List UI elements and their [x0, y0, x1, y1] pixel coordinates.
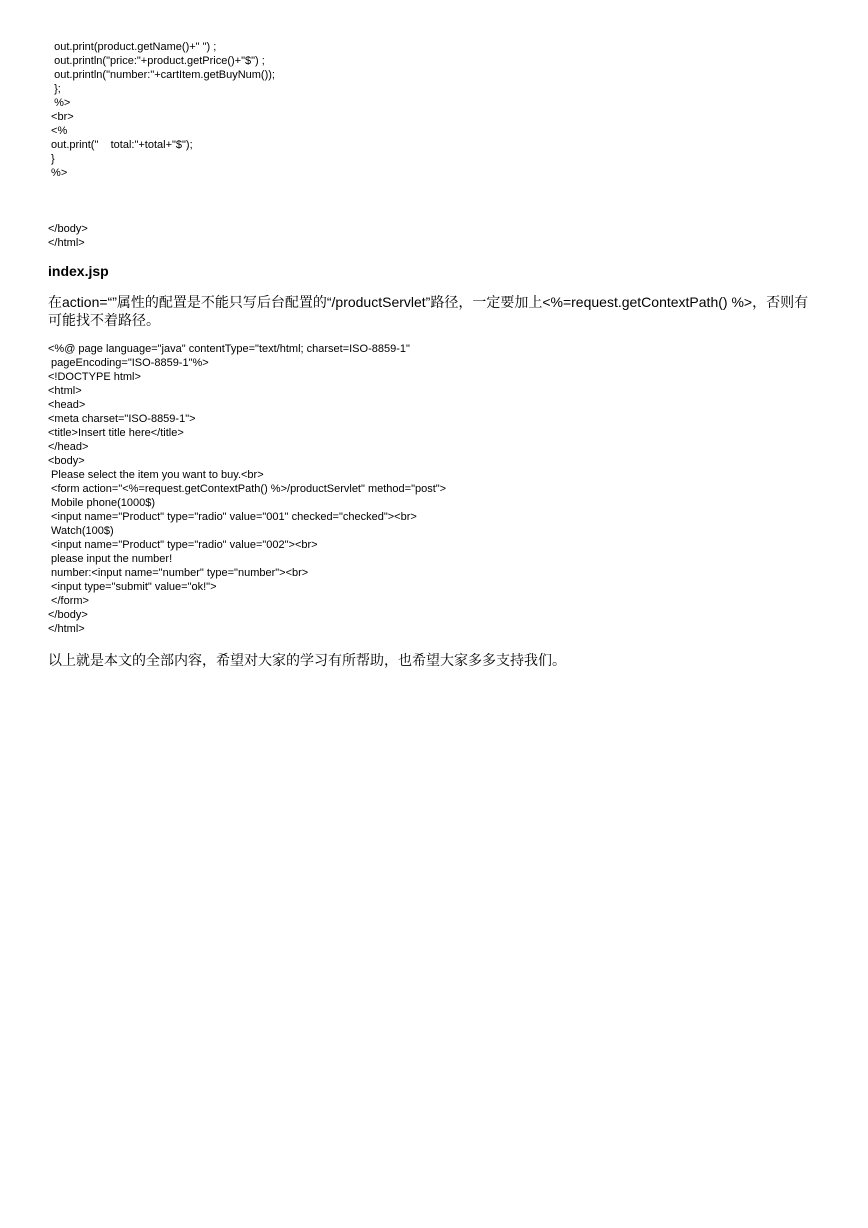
- code-line: out.print(" total:"+total+"$");: [48, 139, 193, 151]
- code-line: <form action="<%=request.getContextPath() %>/productServlet" method="post">: [48, 483, 447, 495]
- code-line: <input name="Product" type="radio" value="002"><br>: [48, 539, 318, 551]
- closing-paragraph: 以上就是本文的全部内容，希望对大家的学习有所帮助，也希望大家多多支持我们。: [48, 652, 566, 668]
- code-line: </head>: [48, 441, 89, 453]
- code-line: </html>: [48, 623, 85, 635]
- code-line: <input name="Product" type="radio" value="001" checked="checked"><br>: [48, 511, 417, 523]
- section-heading: index.jsp: [48, 263, 109, 279]
- code-line: </form>: [48, 595, 89, 607]
- code-line: Please select the item you want to buy.<br>: [48, 469, 264, 481]
- code-line: <input type="submit" value="ok!">: [48, 581, 217, 593]
- code-line: number:<input name="number" type="number"><br>: [48, 567, 309, 579]
- code-line: out.print(product.getName()+" ") ;: [48, 41, 217, 53]
- code-line: <title>Insert title here</title>: [48, 427, 184, 439]
- code-line: <head>: [48, 399, 86, 411]
- code-line: Watch(100$): [48, 525, 114, 537]
- code-line: <body>: [48, 455, 85, 467]
- code-line: out.println("price:"+product.getPrice()+"$") ;: [48, 55, 265, 67]
- code-line: %>: [48, 167, 68, 179]
- code-line: </html>: [48, 237, 85, 249]
- code-line: %>: [48, 97, 71, 109]
- code-line: <meta charset="ISO-8859-1">: [48, 413, 196, 425]
- code-line: </body>: [48, 609, 88, 621]
- code-line: out.println("number:"+cartItem.getBuyNum());: [48, 69, 275, 81]
- code-block-closing-tags: [48, 222, 88, 250]
- code-line: Mobile phone(1000$): [48, 497, 156, 509]
- explanation-paragraph: 在action=“”属性的配置是不能只写后台配置的“/productServlet”路径，一定要加上<%=request.getContextPath() %>，否则有可能找不着路径。: [48, 294, 809, 328]
- code-block-index-jsp: [48, 342, 446, 636]
- code-line: </body>: [48, 223, 88, 235]
- code-line: <%: [48, 125, 68, 137]
- code-line: <html>: [48, 385, 82, 397]
- code-line: pageEncoding="ISO-8859-1"%>: [48, 357, 209, 369]
- code-line: };: [48, 83, 61, 95]
- code-line: <%@ page language="java" contentType="text/html; charset=ISO-8859-1": [48, 343, 410, 355]
- code-line: <br>: [48, 111, 74, 123]
- code-block-servlet-end: [48, 40, 275, 180]
- code-line: <!DOCTYPE html>: [48, 371, 141, 383]
- code-line: }: [48, 153, 55, 165]
- code-line: please input the number!: [48, 553, 173, 565]
